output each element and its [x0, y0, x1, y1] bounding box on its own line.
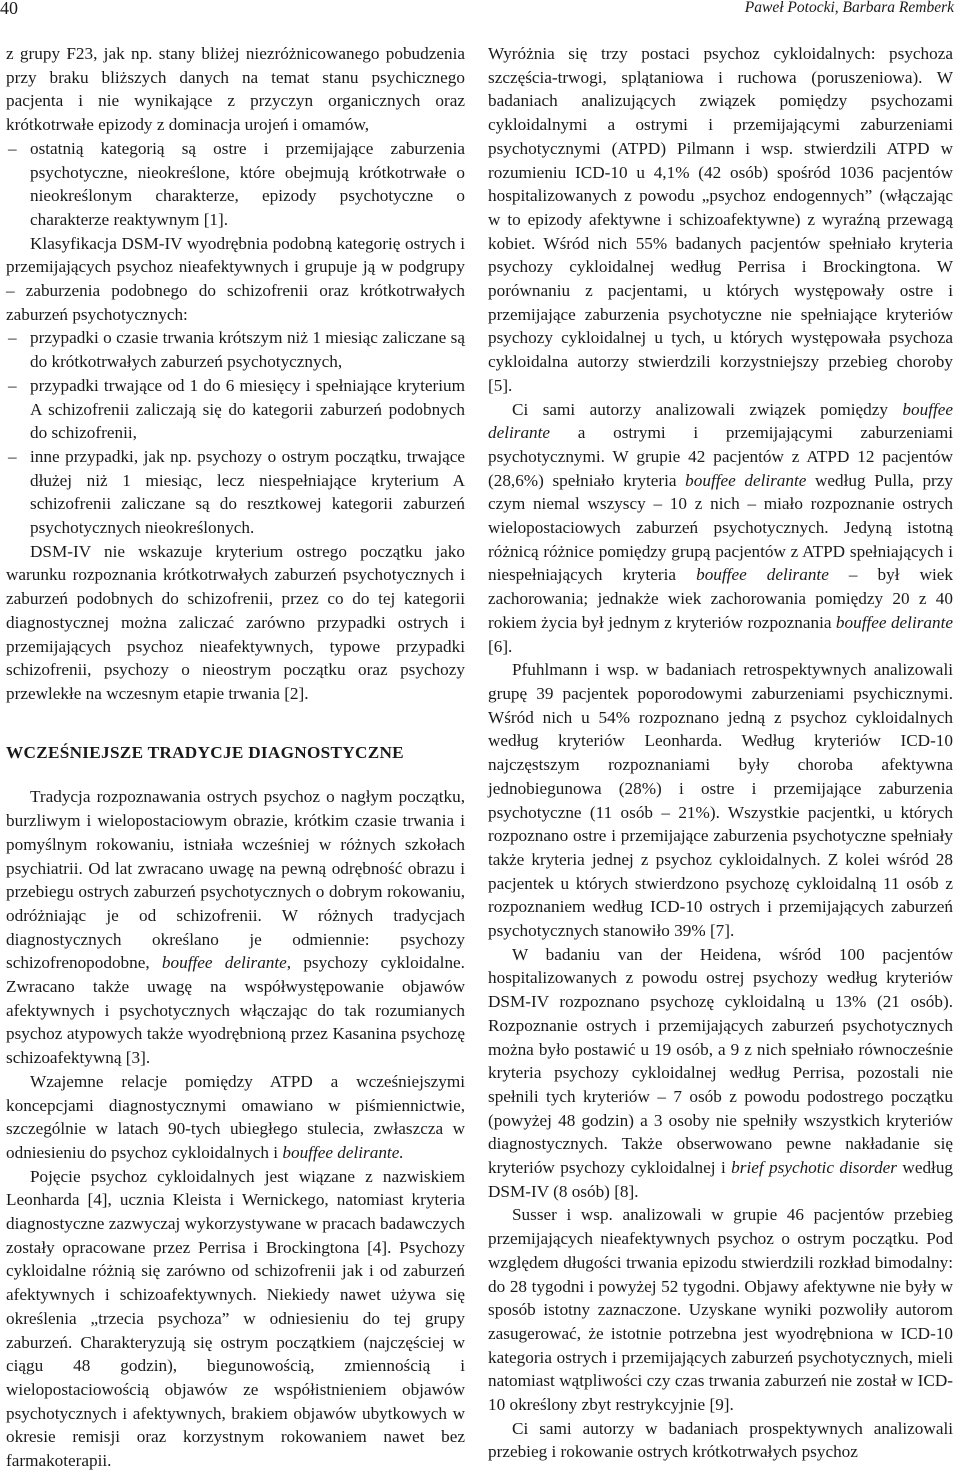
page-number: 40 [0, 0, 18, 18]
paragraph: Wyróżnia się trzy postaci psychoz cykloidalnych: psychoza szczęścia-trwogi, splątaniowa i ruchowa (poruszeniowa). W badaniach analizujących związek pomiędzy psychozami cykloidalnymi a ostrymi i przemijającymi zaburzeniami psychotycznymi (ATPD) Pilmann i wsp. stwierdzili ATPD w rozumieniu ICD-10 u 4,1% (42 osób) spośród 1036 pacjentów hospitalizowanych z powodu „psychoz endogennych” (włączając w to epizody afektywne i schizoafektywne) z wyraźną przewagą kobiet. Wśród nich 55% badanych pacjentów spełniało kryteria psychozy cykloidalnej według Perrisa i Brockingtona. W porównaniu z pacjentami, u których występowały ostre i przemijające zaburzenia psychotyczne nie spełniające kryteriów psychozy cykloidalnej u tych, u których występowała psychoza cykloidalna autorzy stwierdzili korzystniejszy przebieg choroby [5]. [488, 44, 953, 395]
list-item: – inne przypadki, jak np. psychozy o ostrym początku, trwające dłużej niż 1 miesiąc, lecz niespełniające kryterium A schizofrenii zaliczane są do resztkowej kategorii zaburzeń psychotycznych nieokreślonych. [6, 445, 465, 540]
text-run: – był wiek zachorowania; jednakże wiek zachorowania pomiędzy 20 z 40 rokiem życia był jednym z kryteriów rozpoznania [488, 565, 953, 632]
list-item: – przypadki o czasie trwania krótszym niż 1 miesiąc zaliczane są do krótkotrwałych zaburzeń psychotycznych, [6, 326, 465, 373]
text-run: Tradycja rozpoznawania ostrych psychoz o nagłym początku, burzliwym i wielopostaciowym obrazie, krótkim czasie trwania i pomyślnym rokowaniu, istniała wcześniej w różnych szkołach psychiatrii. Od lat zwracano uwagę na pewną odrębność obrazu i przebiegu ostrych zaburzeń psychotycznych o dobrym rokowaniu, odróżniając je od schizofrenii. W różnych tradycjach diagnostycznych określano je odmiennie: psychozy schizofrenopodobne, [6, 787, 465, 973]
text-run: Ci sami autorzy analizowali związek pomiędzy [512, 399, 903, 419]
paragraph: Susser i wsp. analizowali w grupie 46 pacjentów przebieg przemijających nieafektywnych psychoz o ostrym początku. Pod względem długości trwania epizodu stwierdzili rozkład bimodalny: do 28 tygodni i powyżej 52 tygodni. Objawy afektywne nie były w sposób istotny zaznaczone. Uzyskane wyniki pozwoliły autorom zasugerować, że istotnie potrzebna jest wyodrębniona w ICD-10 kategoria ostrych i przemijających zaburzeń psychotycznych, mieli natomiast wątpliwości czy czas trwania zaburzeń nie został w ICD-10 określony zbyt restrykcyjnie [9]. [488, 1205, 953, 1415]
paragraph: DSM-IV nie wskazuje kryterium ostrego początku jako warunku rozpoznania krótkotrwałych zaburzeń psychotycznych i zaburzeń podobnych do schizofrenii, przez co do tej kategorii diagnostycznej można zaliczać zarówno przypadki ostrych i przemijających psychoz nieafektywnych, typowe przypadki schizofrenii, psychozy o nieostrym początku oraz psychozy przewlekłe na wczesnym etapie trwania [2]. [6, 541, 465, 703]
text-run: a ostrymi i przemijającymi zaburzeniami psychotycznymi. W grupie 42 pacjentów z ATPD 12 pacjentów (28,6%) spełniało kryteria [488, 423, 953, 490]
paragraph: Ci sami autorzy w badaniach prospektywnych analizowali przebieg i rokowanie ostrych krótkotrwałych psychoz [488, 1418, 953, 1462]
italic-term: brief psychotic disorder [731, 1158, 897, 1178]
left-column [6, 42, 465, 1473]
paragraph [6, 1070, 465, 1165]
running-head: Paweł Potocki, Barbara Remberk [744, 0, 954, 16]
paragraph: z grupy F23, jak np. stany bliżej niezróżnicowanego pobudzenia przy braku bliższych danych na temat stanu psychicznego pacjenta i nie wynikające z przyczyn organicznych oraz krótkotrwałe epizody z dominacja urojeń i omamów, [6, 44, 465, 135]
paragraph: Klasyfikacja DSM-IV wyodrębnia podobną kategorię ostrych i przemijających psychoz nieafektywnych i grupuje ją w podgrupy – zaburzenia podobnego do schizofrenii oraz krótkotrwałych zaburzeń psychotycznych: [6, 233, 465, 324]
text-run: Wzajemne relacje pomiędzy ATPD a wcześniejszymi koncepcjami diagnostycznymi omawiano w piśmiennictwie, szczególnie w latach 90-tych ubiegłego stulecia, zwłaszcza w odniesieniu do psychoz cykloidalnych i [6, 1071, 465, 1162]
right-column [488, 42, 953, 1464]
text-run: [6]. [488, 636, 513, 656]
italic-term: bouffee delirante [835, 612, 953, 632]
text-run: , psychozy cykloidalne. Zwracano także uwagę na współwystępowanie objawów afektywnych i psychotycznych włączając do tak rozumianych psychoz atypowych także wyodrębnioną przez Kasanina psychozę schizoafektywną [3]. [6, 953, 465, 1068]
text-run: według Pulla, przy czym niemal wszyscy – 10 z nich – miało rozpoznanie ostrych wielopostaciowych zaburzeń psychotycznych. Jedyną istotną różnicą różnice pomiędzy grupą pacjentów z ATPD spełniających i niespełniających kryteria [488, 470, 953, 585]
section-heading: WCZEŚNIEJSZE TRADYCJE DIAGNOSTYCZNE [6, 742, 404, 762]
paragraph: Pfuhlmann i wsp. w badaniach retrospektywnych analizowali grupę 39 pacjentek poporodowymi zaburzeniami psychicznymi. Wśród nich u 54% rozpoznano jedną z psychoz cykloidalnych według kryteriów Leonharda. Według kryteriów ICD-10 najczęstszym rozpoznaniami były choroba afektywna jednobiegunowa (28%) i ostre i przemijające zaburzenia psychotyczne (11 osób – 21%). Wszystkie pacjentki, u których rozpoznano ostre i przemijające zaburzenia psychotyczne spełniały także kryteria jednej z psychoz cykloidalnych. Z kolei wśród 28 pacjentek u których stwierdzono psychozę cykloidalną 11 osób z rozpoznaniem według ICD-10 ostrych i przemijających zaburzeń psychotycznych stanowiło 39% [7]. [488, 660, 953, 941]
paragraph: Pojęcie psychoz cykloidalnych jest wiązane z nazwiskiem Leonharda [4], ucznia Kleista i Wernickego, natomiast kryteria diagnostyczne zazwyczaj wykorzystywane w pracach badawczych zostały opracowane przez Perrisa i Brockingtona [4]. Psychozy cykloidalne różnią się zarówno od schizofrenii jak i od zaburzeń afektywnych i schizoafektywnych. Niekiedy nawet używa się określenia „trzecia psychoza” w odniesieniu do tej grupy zaburzeń. Charakteryzują się ostrym początkiem (najczęściej w ciągu 48 godzin), biegunowością, zmiennością i wielopostaciowością objawów ze współistnieniem objawów psychotycznych i afektywnych, brakiem objawów ubytkowych w okresie remisji oraz korzystnym rokowaniem nawet bez farmakoterapii. [6, 1166, 465, 1471]
italic-term: bouffee delirante [696, 565, 829, 585]
text-run: według DSM-IV (8 osób) [8]. [488, 1158, 954, 1201]
italic-term: bouffee delirante [161, 953, 287, 973]
page-header [0, 0, 960, 24]
paragraph [6, 785, 465, 1069]
italic-term: bouffee delirante [488, 399, 953, 443]
paragraph [488, 943, 953, 1204]
italic-term: bouffee delirante. [282, 1142, 404, 1162]
paragraph [488, 398, 953, 659]
list-item: – przypadki trwające od 1 do 6 miesięcy i spełniające kryterium A schizofrenii zaliczają się do kategorii zaburzeń podobnych do schizofrenii, [6, 374, 465, 445]
text-run: W badaniu van der Heidena, wśród 100 pacjentów hospitalizowanych z powodu ostrej psychozy według kryteriów DSM-IV rozpoznano psychozę cykloidalną u 13% (21 osób). Rozpoznanie ostrych i przemijających zaburzeń psychotycznych można było postawić u 19 osób, a 9 z nich spełniało równocześnie kryteria psychozy cykloidalnej według Perrisa, pozostali nie spełnili tych kryteriów – 7 osób z powodu podostrego początku (powyżej 48 godzin) a 3 osoby nie spełniły wszystkich kryteriów diagnostycznych. Także obserwowano pewne nakładanie się kryteriów psychozy cykloidalnej i [488, 944, 953, 1178]
italic-term: bouffee delirante [685, 470, 807, 490]
list-item: – ostatnią kategorią są ostre i przemijające zaburzenia psychotyczne, nieokreślone, które obejmują krótkotrwałe o nieokreślonym charakterze, epizody psychotyczne o charakterze reaktywnym [1]. [6, 137, 465, 232]
